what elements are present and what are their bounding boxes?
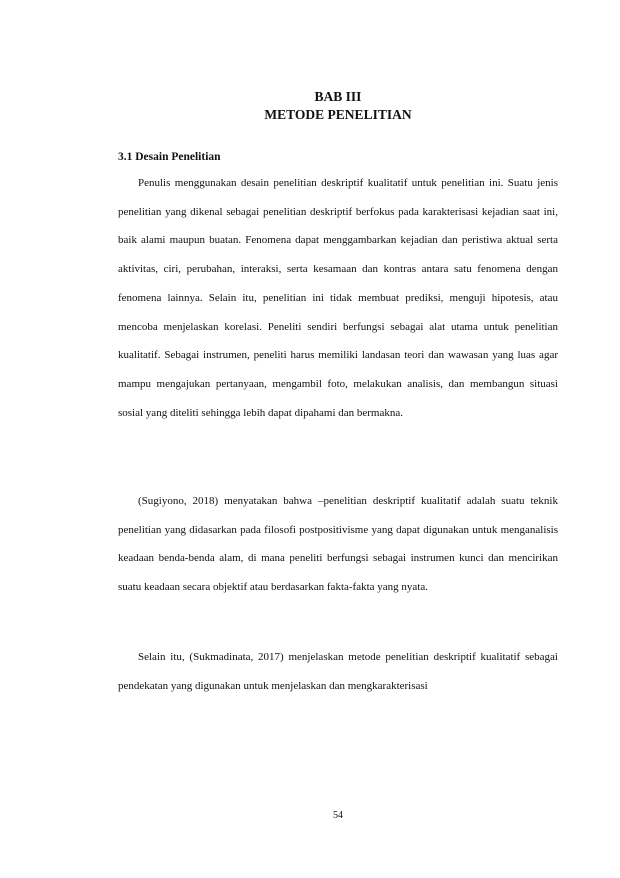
paragraph-1-text: Penulis menggunakan desain penelitian deskriptif kualitatif untuk penelitian ini. Suatu jenis penelitian yang dikenal sebagai penelitian deskriptif berfokus pada karakterisasi kejadian saat ini, baik alami maupun buatan. Fenomena dapat menggambarkan kejadian dan peristiwa aktual serta aktivitas, ciri, perubahan, interaksi, serta kesamaan dan kontras antara satu fenomena dengan fenomena lainnya. Selain itu, penelitian ini tidak membuat prediksi, menguji hipotesis, atau mencoba menjelaskan korelasi. Peneliti sendiri berfungsi sebagai alat utama untuk penelitian kualitatif. Sebagai instrumen, peneliti harus memiliki landasan teori dan wawasan yang luas agar mampu mengajukan pertanyaan, mengambil foto, melakukan analisis, dan membangun situasi sosial yang diteliti sehingga lebih dapat dipahami dan bermakna. [118, 177, 558, 419]
chapter-number: BAB III [314, 89, 362, 104]
paragraph-2-text: (Sugiyono, 2018) menyatakan bahwa –penelitian deskriptif kualitatif adalah suatu teknik penelitian yang didasarkan pada filosofi postpositivisme yang dapat digunakan untuk menganalisis keadaan benda-benda alam, di mana peneliti berfungsi sebagai instrumen kunci dan mencirikan suatu keadaan secara objektif atau berdasarkan fakta-fakta yang nyata. [118, 495, 558, 594]
paragraph-1 [118, 169, 558, 427]
paragraph-3-text: Selain itu, (Sukmadinata, 2017) menjelaskan metode penelitian deskriptif kualitatif sebagai pendekatan yang digunakan untuk menjelaskan dan mengkarakterisasi [118, 651, 558, 692]
section-heading: 3.1 Desain Penelitian [118, 151, 221, 163]
paragraph-2 [118, 487, 558, 602]
chapter-title: METODE PENELITIAN [264, 107, 412, 122]
paragraph-3 [118, 643, 558, 700]
page-number: 54 [333, 810, 343, 821]
